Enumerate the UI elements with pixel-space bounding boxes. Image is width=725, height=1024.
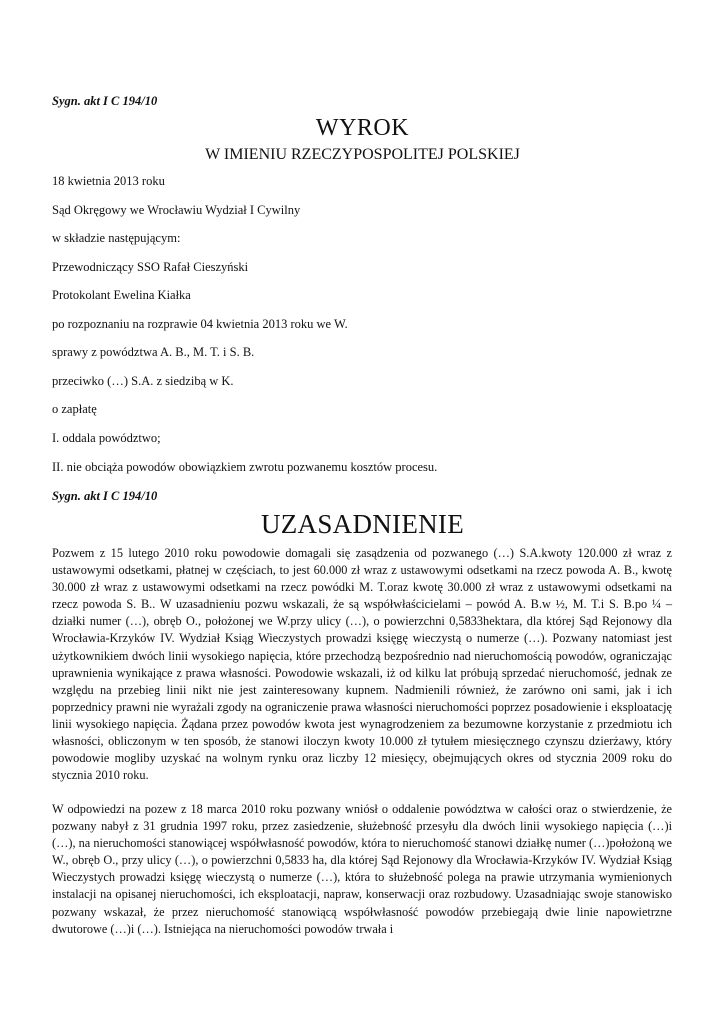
defendant: przeciwko (…) S.A. z siedzibą w K. xyxy=(52,374,234,388)
presiding-judge: Przewodniczący SSO Rafał Cieszyński xyxy=(52,260,249,274)
justification-paragraph-2: W odpowiedzi na pozew z 18 marca 2010 roku pozwany wniósł o oddalenie powództwa w całości oraz o stwierdzenie, że pozwany nabył z 31 grudnia 1997 roku, przez zasiedzenie, służebność przesyłu dla dwóch linii wysokiego napięcia (…)i (…), na nieruchomości stanowiącej współwłasność powodów, która to nieruchomość stanowi działkę numer (…)położoną we W., obręb O., przy ulicy (…), o powierzchni 0,5833 ha, dla której Sąd Rejonowy dla Wrocławia-Krzyków IV. Wydział Ksiąg Wieczystych prowadzi księgę wieczystą o numerze (…), która to służebność polega na prawie utrzymania wymienionych instalacji na opisanej nieruchomości, ich eksploatacji, napraw, konserwacji oraz rozbudowy. Uzasadniając swoje stanowisko pozwany wskazał, że przez nieruchomość stanowiącą współwłasność powodów przebiegają dwie linie napowietrzne dwutorowe (…)i (…). Istniejąca na nieruchomości powodów trwała i xyxy=(52,802,672,936)
court-clerk: Protokolant Ewelina Kiałka xyxy=(52,288,191,302)
ruling-item-1: I. oddala powództwo; xyxy=(52,431,161,445)
case-signature: Sygn. akt I C 194/10 xyxy=(52,94,158,108)
ruling-item-2: II. nie obciąża powodów obowiązkiem zwrotu pozwanemu kosztów procesu. xyxy=(52,460,438,474)
judgment-subtitle: W IMIENIU RZECZYPOSPOLITEJ POLSKIEJ xyxy=(205,146,520,163)
judgment-date: 18 kwietnia 2013 roku xyxy=(52,174,165,188)
justification-paragraph-1: Pozwem z 15 lutego 2010 roku powodowie domagali się zasądzenia od pozwanego (…) S.A.kwoty 120.000 zł wraz z ustawowymi odsetkami, płatnej w częściach, to jest 60.000 zł wraz z ustawowymi odsetkami na rzecz powoda A. B., kwotę 30.000 zł wraz z ustawowymi odsetkami na rzecz powódki M. T.oraz kwotę 30.000 zł wraz z ustawowymi odsetkami na rzecz powoda S. B.. W uzasadnieniu pozwu wskazali, że są współwłaścicielami – powód A. B.w ½, M. T.i S. B.po ¼ – działki numer (…), obręb O., położonej we W.przy ulicy (…), o powierzchni 0,5833hektara, dla której Sąd Rejonowy dla Wrocławia-Krzyków IV. Wydział Ksiąg Wieczystych prowadzi księgę wieczystą o numerze (…). Pozwany natomiast jest użytkownikiem dwóch linii wysokiego napięcia, które przechodzą bezpośrednio nad nieruchomością powodów, ograniczając uprawnienia wynikające z prawa własności. Powodowie wskazali, iż od kilku lat próbują sprzedać nieruchomość, jednak ze względu na przebieg linii nikt nie jest zainteresowany kupnem. Nadmienili również, że zarówno oni sami, jak i ich poprzednicy prawni nie wyrażali zgody na ograniczenie prawa własności nieruchomości poprzez posadowienie i eksploatację linii wysokiego napięcia. Żądana przez powodów kwota jest wynagrodzeniem za bezumowne korzystanie z przedmiotu ich własności, obliczonym w ten sposób, że stanowi iloczyn kwoty 10.000 zł tytułem miesięcznego czynszu dzierżawy, który powodowie mogliby uzyskać na wolnym rynku oraz liczby 12 miesięcy, obejmujących okres od stycznia 2009 roku do stycznia 2010 roku. xyxy=(52,546,672,783)
judgment-title: WYROK xyxy=(315,115,410,141)
hearing-info: po rozpoznaniu na rozprawie 04 kwietnia 2013 roku we W. xyxy=(52,317,348,331)
justification-title: UZASADNIENIE xyxy=(260,509,465,539)
justification-case-signature: Sygn. akt I C 194/10 xyxy=(52,489,158,503)
court-composition: w składzie następującym: xyxy=(52,231,181,245)
case-parties: sprawy z powództwa A. B., M. T. i S. B. xyxy=(52,345,255,359)
court-name: Sąd Okręgowy we Wrocławiu Wydział I Cywilny xyxy=(52,203,301,217)
case-subject: o zapłatę xyxy=(52,402,97,416)
